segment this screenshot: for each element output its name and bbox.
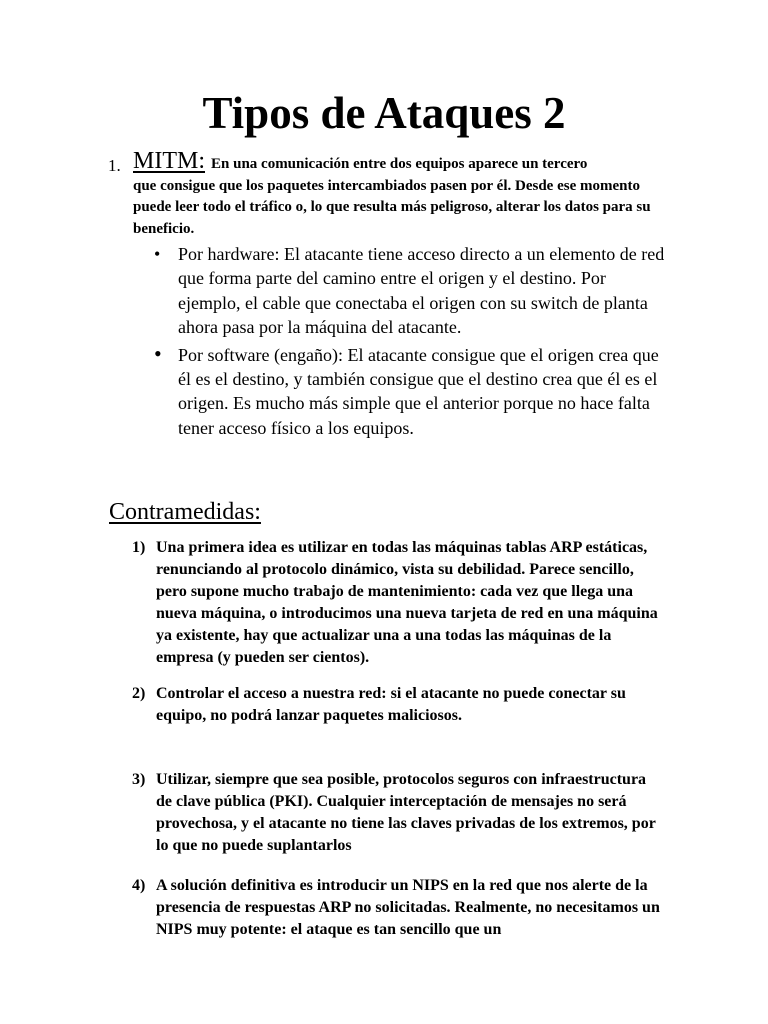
countermeasure-item bbox=[132, 769, 662, 857]
countermeasure-number: 1) bbox=[132, 539, 146, 556]
countermeasure-text: Utilizar, siempre que sea posible, protocolos seguros con infraestructura de clave pública (PKI). Cualquier interceptación de mensajes no será provechosa, y el atacante no tiene las claves privadas de los extremos, por lo que no puede suplantarlos bbox=[156, 771, 656, 854]
countermeasure-number: 3) bbox=[132, 771, 146, 788]
bullet-marker: • bbox=[154, 244, 161, 264]
bullet-hardware bbox=[156, 242, 666, 340]
countermeasure-item bbox=[132, 875, 662, 941]
countermeasure-text: Controlar el acceso a nuestra red: si el atacante no puede conectar su equipo, no podrá lanzar paquetes maliciosos. bbox=[156, 685, 626, 724]
countermeasure-item bbox=[132, 683, 662, 727]
page-title: Tipos de Ataques 2 bbox=[202, 88, 566, 138]
bullet-marker: • bbox=[154, 340, 162, 366]
countermeasure-number: 4) bbox=[132, 877, 146, 894]
bullet-software bbox=[154, 340, 666, 441]
countermeasures-heading: Contramedidas: bbox=[109, 499, 261, 525]
mitm-label: MITM: bbox=[133, 148, 205, 174]
mitm-lead-text: En una comunicación entre dos equipos aparece un tercero bbox=[211, 156, 588, 172]
mitm-number: 1. bbox=[108, 156, 121, 175]
countermeasure-text: A solución definitiva es introducir un NIPS en la red que nos alerte de la presencia de respuestas ARP no solicitadas. Realmente, no necesitamos un NIPS muy potente: el ataque es tan sencillo que un bbox=[156, 877, 660, 938]
mitm-continuation: que consigue que los paquetes intercambiados pasen por él. Desde ese momento puede leer todo el tráfico o, lo que resulta más peligroso, alterar los datos para su beneficio. bbox=[133, 177, 651, 237]
bullet-text: Por software (engaño): El atacante consigue que el origen crea que él es el destino, y también consigue que el destino crea que él es el origen. Es mucho más simple que el anterior porque no hace falta tener acceso físico a los equipos. bbox=[178, 344, 659, 438]
bullet-text: Por hardware: El atacante tiene acceso directo a un elemento de red que forma parte del camino entre el origen y el destino. Por ejemplo, el cable que conectaba el origen con su switch de planta ahora pasa por la máquina del atacante. bbox=[178, 244, 665, 338]
countermeasure-text: Una primera idea es utilizar en todas las máquinas tablas ARP estáticas, renunciando al protocolo dinámico, vista su debilidad. Parece sencillo, pero supone mucho trabajo de mantenimiento: cada vez que llega una nueva máquina, o introducimos una nueva tarjeta de red en una máquina ya existente, hay que actualizar una a una todas las máquinas de la empresa (y pueden ser cientos). bbox=[156, 539, 658, 666]
countermeasure-number: 2) bbox=[132, 685, 146, 702]
countermeasure-item bbox=[132, 537, 662, 669]
mitm-description bbox=[133, 148, 653, 240]
attack-types-list bbox=[156, 242, 666, 443]
